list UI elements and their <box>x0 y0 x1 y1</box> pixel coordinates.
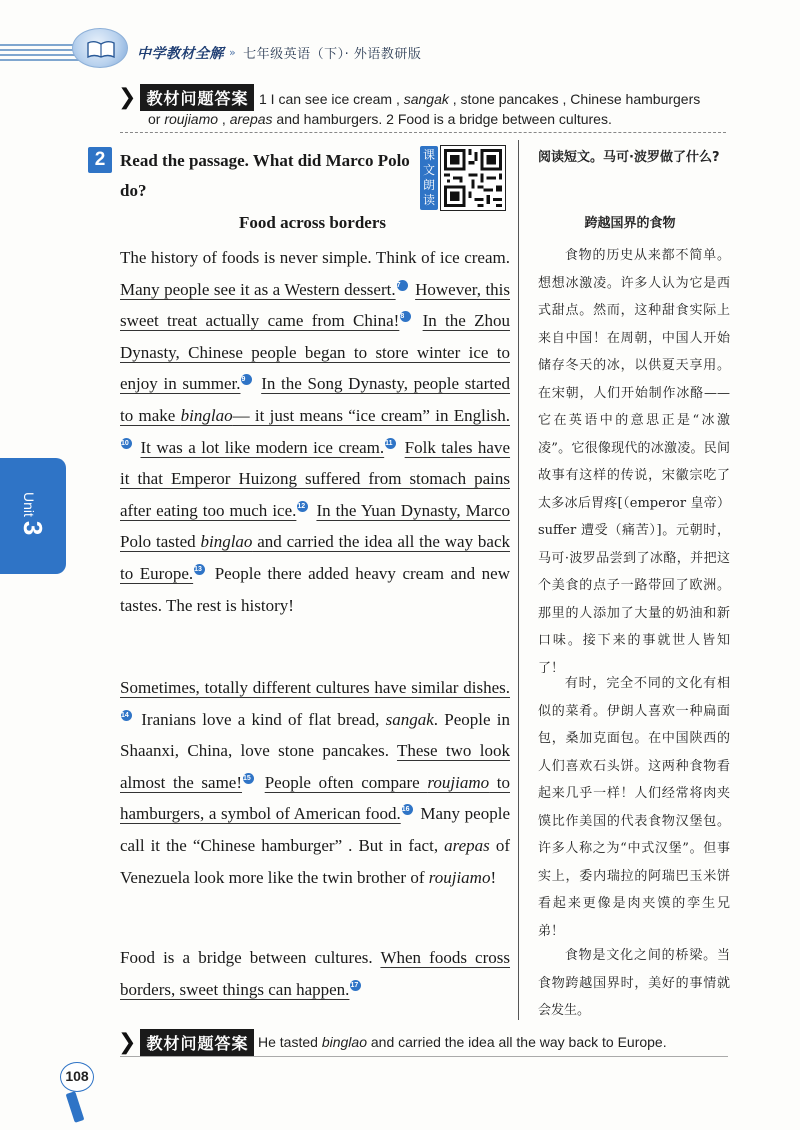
underlined-sentence: In the Zhou Dynasty, Chinese people began to store winter ice to enjoy in summer. <box>120 311 510 394</box>
underlined-sentence: These two look almost the same! <box>120 741 510 792</box>
qr-label: 课文朗读 <box>420 146 438 210</box>
note-marker[interactable]: 11 <box>385 438 396 449</box>
note-marker[interactable]: 17 <box>350 980 361 991</box>
answer-italic-word: binglao <box>321 1034 367 1050</box>
translation-paragraph-2 <box>538 670 730 945</box>
underlined-sentence: However, this sweet treat actually came from China! <box>120 279 511 331</box>
top-answer-line-2 <box>148 109 708 129</box>
passage-text: People there added heavy cream and new tastes. The rest is history! <box>120 563 510 615</box>
underlined-sentence: In the Song Dynasty, people started to make <box>120 374 511 425</box>
note-marker[interactable]: 9 <box>241 374 252 385</box>
unit-label: Unit <box>21 492 37 517</box>
article-title-cn: 跨越国界的食物 <box>584 216 676 231</box>
passage-text: Food is a bridge between cultures. <box>120 948 381 967</box>
qr-code-icon[interactable] <box>440 145 506 211</box>
note-marker[interactable]: 13 <box>194 564 205 575</box>
passage-text: of Venezuela look more like the twin brother of <box>120 835 510 887</box>
header-separator: » <box>228 46 237 59</box>
dashed-divider <box>120 132 726 133</box>
italic-word: roujiamo <box>427 772 490 792</box>
italic-word: roujiamo <box>428 867 491 887</box>
passage-paragraph-1 <box>120 242 510 621</box>
answer-text: and carried the idea all the way back to Europe. <box>366 1034 667 1050</box>
answer-tag-top <box>118 84 254 111</box>
note-marker[interactable]: 7 <box>397 280 408 291</box>
answer-text: , stone pancakes , Chinese hamburgers <box>448 91 701 107</box>
translation-text: 食物的历史从来都不简单。想想冰激凌。许多人认为它是西式甜点。然而，这种甜食实际上来自中国！在周朝，中国人开始储存冬天的冰，以供夏天享用。在宋朝，人们开始制作冰酪——它在英语中的意思正是“冰激凌”。它很像现代的冰激凌。民间故事有这样的传说，宋徽宗吃了太多冰后胃疼[（emperor 皇帝） suffer 遭受（痛苦）]。元朝时，马可·波罗品尝到了冰酪，并把这个美食的点子一路带回了欧洲。那里的人添加了大量的奶油和新口味。接下来的事就世人皆知了！ <box>538 248 730 676</box>
translation-text: 有时，完全不同的文化有相似的菜肴。伊朗人喜欢一种扁面包，桑加克面包。在中国陕西的人们喜欢石头饼。这两种食物看起来几乎一样！人们经常将肉夹馍比作美国的代表食物汉堡包。许多人称之为“中式汉堡”。但事实上，委内瑞拉的阿瑞巴玉米饼看起来更像是肉夹馍的孪生兄弟！ <box>538 676 730 939</box>
header-title <box>137 43 421 63</box>
passage-text: . People in Shaanxi, China, love stone pancakes. <box>120 709 511 761</box>
underlined-sentence: and carried the idea all the way back to Europe. <box>120 532 510 583</box>
passage-text: Many people call it the “Chinese hamburger” . But in fact, <box>120 804 510 855</box>
note-marker[interactable]: 10 <box>121 438 132 449</box>
answer-tag-label: 教材问题答案 <box>140 1029 254 1056</box>
passage-paragraph-2 <box>120 672 510 893</box>
note-marker[interactable]: 15 <box>243 773 254 784</box>
underlined-sentence: Many people see it as a Western dessert. <box>120 279 396 299</box>
passage-text: ! <box>490 867 497 887</box>
pen-icon <box>66 1091 85 1123</box>
answer-italic-word: sangak <box>403 91 449 107</box>
task-instruction: Read the passage. What did Marco Polo do? <box>120 151 410 200</box>
italic-word: sangak <box>385 709 434 729</box>
underlined-sentence: Folk tales have it that Emperor Huizong suffered from stomach pains after eating too much ice. <box>120 437 511 520</box>
answer-italic-word: arepas <box>229 111 273 127</box>
passage-paragraph-3 <box>120 942 510 1005</box>
answer-text: 1 I can see ice cream , <box>259 91 404 107</box>
note-marker[interactable]: 12 <box>297 501 308 512</box>
bottom-answer <box>258 1034 667 1050</box>
book-logo-icon <box>72 28 128 68</box>
answer-text: He tasted <box>258 1034 322 1050</box>
chevron-right-icon: ❯ <box>118 1029 137 1055</box>
section-number: 2 <box>88 147 112 173</box>
answer-italic-word: roujiamo <box>164 111 219 127</box>
underlined-sentence: In the Yuan Dynasty, Marco Polo tasted <box>120 500 511 552</box>
translation-paragraph-1 <box>538 242 730 682</box>
answer-tag-label: 教材问题答案 <box>140 84 254 111</box>
underlined-sentence: to hamburgers, a symbol of American food. <box>120 772 510 824</box>
italic-word: binglao <box>200 532 253 552</box>
note-marker[interactable]: 14 <box>121 710 132 721</box>
bottom-divider <box>120 1056 728 1057</box>
series-title: 中学教材全解 <box>137 46 224 62</box>
column-divider <box>518 140 519 1020</box>
article-title: Food across borders <box>238 213 386 232</box>
note-marker[interactable]: 16 <box>402 804 413 815</box>
answer-text: or <box>148 111 165 127</box>
italic-word: arepas <box>444 835 490 855</box>
task-instruction-cn: 阅读短文。马可·波罗做了什么? <box>538 150 720 165</box>
answer-text: , <box>218 111 230 127</box>
italic-word: binglao <box>180 405 233 425</box>
passage-text: Iranians love a kind of flat bread, <box>141 709 386 729</box>
underlined-sentence: — it just means “ice cream” in English. <box>232 405 510 425</box>
underlined-sentence: When foods cross borders, sweet things can happen. <box>120 948 510 999</box>
translation-text: 食物是文化之间的桥梁。当食物跨越国界时，美好的事情就会发生。 <box>538 948 730 1018</box>
book-subtitle: 七年级英语（下）· 外语教研版 <box>243 47 422 62</box>
underlined-sentence: People often compare <box>264 772 428 792</box>
underlined-sentence: Sometimes, totally different cultures have similar dishes. <box>120 678 510 697</box>
translation-paragraph-3 <box>538 942 730 1025</box>
page-number: 108 <box>60 1062 94 1092</box>
answer-text: and hamburgers. 2 Food is a bridge between cultures. <box>272 111 612 127</box>
unit-number: 3 <box>18 520 48 536</box>
chevron-right-icon: ❯ <box>118 84 137 110</box>
underlined-sentence: It was a lot like modern ice cream. <box>140 437 385 457</box>
unit-side-tab <box>0 458 66 574</box>
top-answer-line-1 <box>259 89 719 109</box>
note-marker[interactable]: 8 <box>400 311 411 322</box>
answer-tag-bottom <box>118 1029 254 1056</box>
passage-text: The history of foods is never simple. Think of ice cream. <box>120 248 510 267</box>
